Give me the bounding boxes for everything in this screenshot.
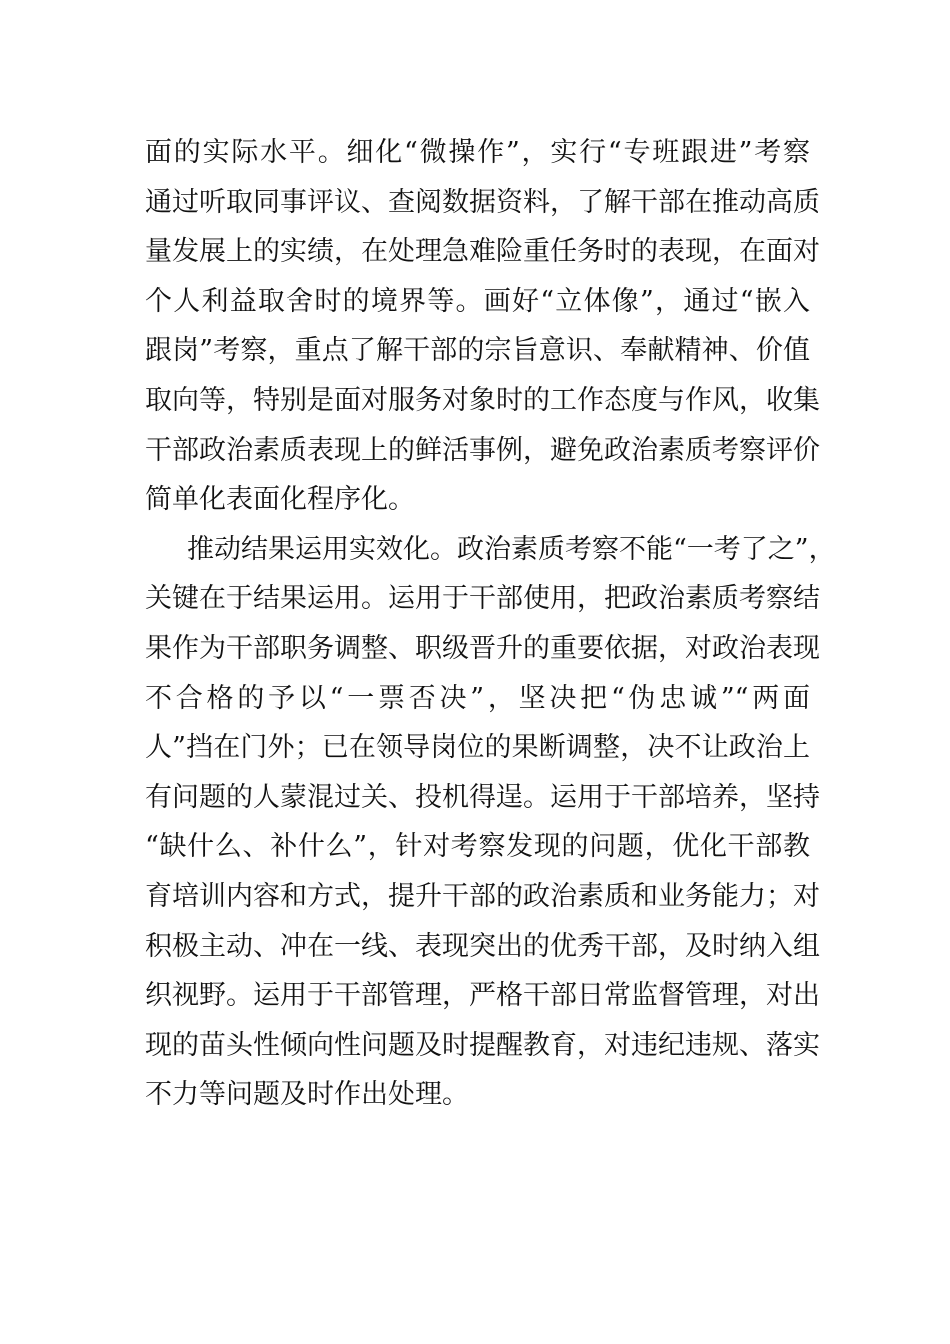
text-line: 跟岗”考察，重点了解干部的宗旨意识、奉献精神、价值 (145, 335, 810, 367)
text-line: 现的苗头性倾向性问题及时提醒教育，对违纪违规、落实 (145, 1029, 820, 1061)
text-line: 简单化表面化程序化。 (145, 484, 415, 516)
paragraph-first-line: 推动结果运用实效化。政治素质考察不能“一考了之”， (187, 533, 836, 565)
document-body (145, 128, 836, 1120)
text-line: 干部政治素质表现上的鲜活事例，避免政治素质考察评价 (145, 434, 820, 466)
text-line: 量发展上的实绩，在处理急难险重任务时的表现，在面对 (145, 236, 820, 268)
text-line: “缺什么、补什么”，针对考察发现的问题，优化干部教 (145, 831, 810, 863)
text-line: 积极主动、冲在一线、表现突出的优秀干部，及时纳入组 (145, 930, 820, 962)
text-line: 果作为干部职务调整、职级晋升的重要依据，对政治表现 (145, 632, 820, 664)
text-line: 面的实际水平。细化“微操作”，实行“专班跟进”考察 (145, 137, 810, 168)
text-line: 人”挡在门外；已在领导岗位的果断调整，决不让政治上 (145, 732, 810, 764)
text-line: 取向等，特别是面对服务对象时的工作态度与作风，收集 (145, 384, 820, 416)
text-line: 个人利益取舍时的境界等。画好“立体像”，通过“嵌入 (145, 285, 810, 317)
text-line: 关键在于结果运用。运用于干部使用，把政治素质考察结 (145, 583, 820, 615)
text-line: 通过听取同事评议、查阅数据资料，了解干部在推动高质 (145, 186, 820, 218)
text-line: 育培训内容和方式，提升干部的政治素质和业务能力；对 (145, 880, 820, 912)
text-line: 织视野。运用于干部管理，严格干部日常监督管理，对出 (145, 980, 820, 1012)
text-line: 不合格的予以“一票否决”，坚决把“伪忠诚”“两面 (145, 682, 810, 714)
text-line: 不力等问题及时作出处理。 (145, 1079, 469, 1111)
text-line: 有问题的人蒙混过关、投机得逞。运用于干部培养，坚持 (145, 781, 820, 813)
